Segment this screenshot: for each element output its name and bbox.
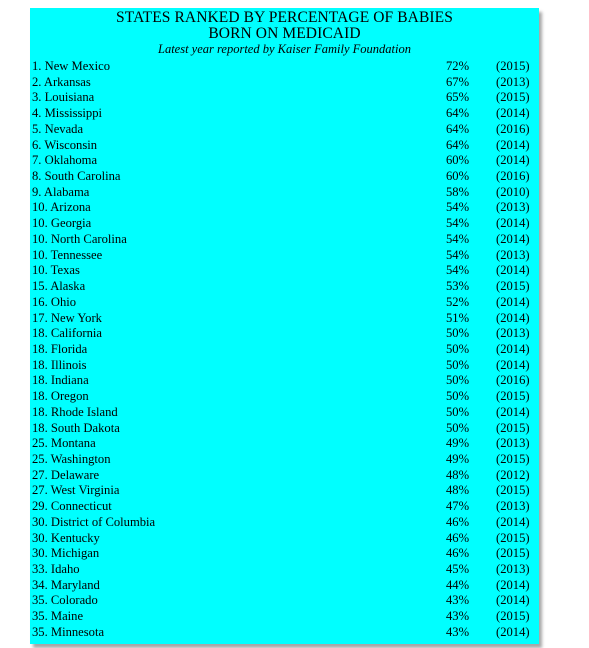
report-year: (2013) — [496, 436, 530, 451]
report-year: (2013) — [496, 499, 530, 514]
report-year: (2014) — [496, 341, 530, 356]
state-rank-name: 34. Maryland — [32, 577, 100, 592]
table-row — [32, 90, 535, 106]
report-year: (2014) — [496, 106, 530, 121]
table-row — [32, 106, 535, 122]
medicaid-percentage: 49% — [446, 451, 470, 466]
report-year: (2014) — [496, 294, 530, 309]
medicaid-percentage: 50% — [446, 373, 470, 388]
report-year: (2014) — [496, 153, 530, 168]
state-rank-name: 18. South Dakota — [32, 420, 120, 435]
medicaid-percentage: 45% — [446, 562, 470, 576]
state-rank-name: 16. Ohio — [32, 294, 77, 309]
report-year: (2014) — [496, 263, 530, 278]
report-year: (2015) — [496, 609, 530, 624]
medicaid-percentage: 72% — [446, 59, 470, 73]
table-row — [32, 326, 535, 342]
report-year: (2014) — [496, 514, 530, 529]
table-row — [32, 499, 535, 515]
medicaid-percentage: 46% — [446, 514, 470, 529]
state-rank-name: 18. Rhode Island — [32, 404, 118, 419]
medicaid-percentage: 54% — [446, 247, 470, 262]
medicaid-percentage: 54% — [446, 231, 470, 246]
medicaid-percentage: 52% — [446, 294, 470, 309]
state-rank-name: 17. New York — [32, 310, 102, 325]
report-year: (2014) — [496, 357, 530, 372]
table-row — [32, 468, 535, 484]
report-year: (2016) — [496, 169, 530, 184]
medicaid-percentage: 53% — [446, 279, 470, 294]
state-rank-name: 8. South Carolina — [32, 169, 121, 184]
table-row — [32, 452, 535, 468]
state-rank-name: 30. Michigan — [32, 546, 100, 561]
medicaid-percentage: 50% — [446, 420, 470, 435]
state-rank-name: 27. Delaware — [32, 467, 100, 482]
medicaid-percentage: 46% — [446, 530, 470, 545]
medicaid-percentage: 43% — [446, 624, 470, 639]
report-year: (2015) — [496, 90, 530, 105]
medicaid-percentage: 50% — [446, 357, 470, 372]
state-rank-name: 35. Minnesota — [32, 624, 105, 639]
state-rank-name: 2. Arkansas — [32, 74, 91, 89]
report-year: (2014) — [496, 216, 530, 231]
table-row — [32, 122, 535, 138]
medicaid-percentage: 58% — [446, 184, 470, 199]
table-row — [32, 531, 535, 547]
table-row — [32, 295, 535, 311]
table-row — [32, 248, 535, 264]
table-row — [32, 59, 535, 75]
report-year: (2015) — [496, 546, 530, 561]
state-rank-name: 29. Connecticut — [32, 499, 112, 514]
medicaid-percentage: 50% — [446, 389, 470, 404]
medicaid-percentage: 60% — [446, 153, 470, 168]
report-year: (2014) — [496, 593, 530, 608]
table-row — [32, 373, 535, 389]
table-row — [32, 609, 535, 625]
report-year: (2014) — [496, 310, 530, 325]
state-rank-name: 18. California — [32, 326, 102, 341]
table-row — [32, 169, 535, 185]
report-year: (2016) — [496, 373, 530, 388]
medicaid-percentage: 48% — [446, 483, 470, 498]
state-rank-name: 10. Texas — [32, 263, 80, 278]
state-rank-name: 27. West Virginia — [32, 483, 120, 498]
report-year: (2015) — [496, 451, 530, 466]
state-rank-name: 25. Montana — [32, 436, 96, 451]
medicaid-percentage: 64% — [446, 106, 470, 121]
table-row — [32, 232, 535, 248]
medicaid-percentage: 50% — [446, 341, 470, 356]
table-row — [32, 593, 535, 609]
page-title — [30, 10, 539, 42]
table-row — [32, 389, 535, 405]
report-year: (2014) — [496, 231, 530, 246]
state-rank-name: 35. Colorado — [32, 593, 98, 608]
table-row — [32, 578, 535, 594]
table-row — [32, 75, 535, 91]
state-rank-name: 6. Wisconsin — [32, 137, 98, 152]
report-year: (2013) — [496, 74, 530, 89]
table-row — [32, 216, 535, 232]
report-year: (2015) — [496, 279, 530, 294]
report-year: (2014) — [496, 577, 530, 592]
report-year: (2015) — [496, 483, 530, 498]
ranking-list — [32, 59, 535, 641]
table-row — [32, 185, 535, 201]
medicaid-percentage: 49% — [446, 436, 470, 451]
medicaid-percentage: 46% — [446, 546, 470, 561]
title-line-1: STATES RANKED BY PERCENTAGE OF BABIES — [116, 9, 453, 26]
state-rank-name: 5. Nevada — [32, 121, 84, 136]
report-year: (2013) — [496, 562, 530, 576]
report-year: (2013) — [496, 326, 530, 341]
report-year: (2014) — [496, 624, 530, 639]
state-rank-name: 3. Louisiana — [32, 90, 95, 105]
report-year: (2015) — [496, 420, 530, 435]
state-rank-name: 18. Illinois — [32, 357, 87, 372]
state-rank-name: 18. Florida — [32, 341, 88, 356]
report-year: (2016) — [496, 121, 530, 136]
table-row — [32, 421, 535, 437]
state-rank-name: 15. Alaska — [32, 279, 86, 294]
state-rank-name: 7. Oklahoma — [32, 153, 98, 168]
medicaid-percentage: 50% — [446, 404, 470, 419]
state-rank-name: 30. District of Columbia — [32, 514, 156, 529]
state-rank-name: 10. Georgia — [32, 216, 92, 231]
report-year: (2015) — [496, 530, 530, 545]
table-row — [32, 436, 535, 452]
table-row — [32, 358, 535, 374]
medicaid-percentage: 60% — [446, 169, 470, 184]
state-rank-name: 4. Mississippi — [32, 106, 102, 121]
table-row — [32, 200, 535, 216]
state-rank-name: 10. North Carolina — [32, 231, 127, 246]
table-row — [32, 342, 535, 358]
table-row — [32, 515, 535, 531]
medicaid-percentage: 54% — [446, 200, 470, 215]
title-line-2: BORN ON MEDICAID — [208, 25, 361, 42]
report-year: (2013) — [496, 247, 530, 262]
medicaid-percentage: 43% — [446, 593, 470, 608]
table-row — [32, 263, 535, 279]
state-rank-name: 1. New Mexico — [32, 59, 110, 73]
state-rank-name: 30. Kentucky — [32, 530, 100, 545]
medicaid-percentage: 64% — [446, 121, 470, 136]
state-rank-name: 18. Oregon — [32, 389, 89, 404]
medicaid-percentage: 54% — [446, 216, 470, 231]
report-year: (2014) — [496, 137, 530, 152]
table-row — [32, 311, 535, 327]
state-rank-name: 18. Indiana — [32, 373, 89, 388]
state-rank-name: 10. Tennessee — [32, 247, 103, 262]
state-rank-name: 25. Washington — [32, 451, 111, 466]
table-row — [32, 546, 535, 562]
medicaid-percentage: 54% — [446, 263, 470, 278]
state-rank-name: 35. Maine — [32, 609, 84, 624]
report-year: (2015) — [496, 389, 530, 404]
state-rank-name: 33. Idaho — [32, 562, 80, 576]
report-year: (2012) — [496, 467, 530, 482]
page-subtitle: Latest year reported by Kaiser Family Foundation — [158, 42, 411, 56]
medicaid-percentage: 43% — [446, 609, 470, 624]
report-year: (2010) — [496, 184, 530, 199]
medicaid-percentage: 64% — [446, 137, 470, 152]
table-row — [32, 405, 535, 421]
table-row — [32, 279, 535, 295]
table-row — [32, 625, 535, 641]
report-year: (2015) — [496, 59, 530, 73]
medicaid-percentage: 44% — [446, 577, 470, 592]
state-rank-name: 10. Arizona — [32, 200, 91, 215]
table-row — [32, 562, 535, 578]
report-year: (2014) — [496, 404, 530, 419]
state-rank-name: 9. Alabama — [32, 184, 90, 199]
table-row — [32, 138, 535, 154]
table-row — [32, 483, 535, 499]
medicaid-percentage: 65% — [446, 90, 470, 105]
ranking-panel — [30, 8, 539, 644]
medicaid-percentage: 48% — [446, 467, 470, 482]
table-row — [32, 153, 535, 169]
medicaid-percentage: 50% — [446, 326, 470, 341]
medicaid-percentage: 47% — [446, 499, 470, 514]
medicaid-percentage: 51% — [446, 310, 470, 325]
report-year: (2013) — [496, 200, 530, 215]
medicaid-percentage: 67% — [446, 74, 470, 89]
